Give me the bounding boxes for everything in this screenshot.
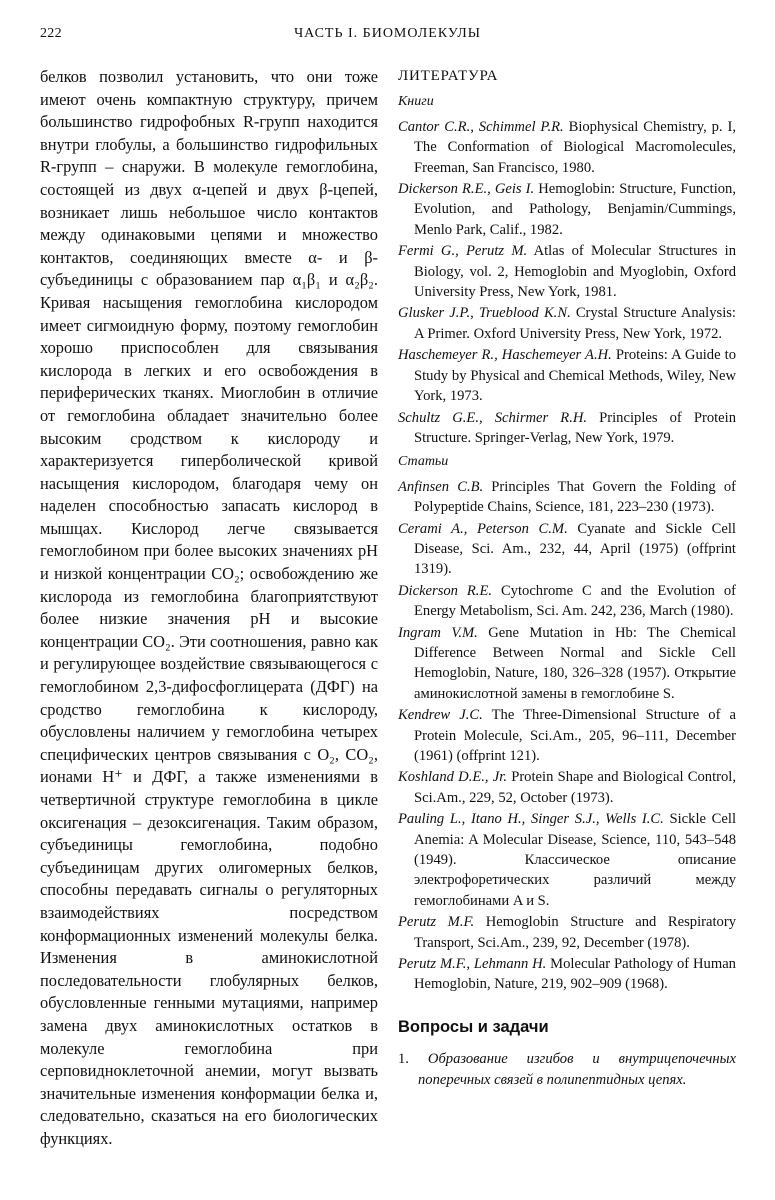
body-paragraph: белков позволил установить, что они тоже имеют очень компактную структуру, причем большинство гидрофобных R-групп находится внутри глобулы, а большинство гидрофильных R-групп – снаружи. В молекуле гемоглобина, состоящей из двух α-цепей и двух β-цепей, возникает лишь небольшое число контактов между одинаковыми цепями и множество контактов, соединяющих вместе α- и β-субъединицы с образованием пар α₁β₁ и α₂β₂. Кривая насыщения гемоглобина кислородом имеет сигмоидную форму, поэтому гемоглобин хорошо приспособлен для связывания кислорода в легких и его освобождения в периферических тканях. Миоглобин в отличие от гемоглобина обладает значительно более высоким сродством к кислороду и характеризуется гиперболической кривой насыщения кислородом, благодаря чему он наделен способностью запасать кислород в мышцах. Кислород легче связывается гемоглобином при более высоких значениях pH и низкой концентрации CO₂; освобождению же кислорода из гемоглобина благоприятствуют более низкие значения pH и высокие концентрации CO₂. Эти соотношения, равно как и регулирующее воздействие связывающегося с гемоглобином 2,3-дифосфоглицерата (ДФГ) на сродство гемоглобина к кислороду, обусловлены наличием у гемоглобина четырех специфических центров связывания с O₂, CO₂, ионами H⁺ и ДФГ, а также изменениями в четвертичной структуре гемоглобина в цикле оксигенация – дезоксигенация. Таким образом, субъединицы гемоглобина, подобно субъединицам других олигомерных белков, способны передавать сигналы о регуляторных взаимодействиях посредством конформационных изменений молекулы белка. Изменения в аминокислотной последовательности глобулярных белков, обусловленные генными мутациями, например замена двух аминокислотных остатков в молекуле гемоглобина при серповидноклеточной анемии, могут вызвать значительные изменения конформации белка и, следовательно, сказаться на его биологических функциях. — [40, 67, 378, 1148]
reference-authors: Glusker J.P., Trueblood K.N. — [398, 305, 571, 322]
reference-authors: Anfinsen C.B. — [398, 478, 484, 495]
reference-entry — [398, 767, 736, 808]
articles-heading: Статьи — [398, 454, 449, 470]
reference-entry — [398, 912, 736, 953]
reference-text: Hemoglobin Structure and Respiratory Transport, Sci.Am., 239, 92, December (1978). — [414, 914, 736, 951]
reference-authors: Pauling L., Itano H., Singer S.J., Wells I.C. — [398, 811, 664, 828]
page-number: 222 — [40, 26, 62, 41]
reference-entry — [398, 954, 736, 995]
question-number: 1. — [398, 1051, 409, 1068]
reference-authors: Dickerson R.E. — [398, 582, 493, 599]
reference-text: Protein Shape and Biological Control, Sci.Am., 229, 52, October (1973). — [414, 769, 736, 806]
reference-authors: Cerami A., Peterson C.M. — [398, 520, 568, 537]
reference-entry — [398, 303, 736, 344]
reference-entry — [398, 345, 736, 406]
reference-text: Cytochrome C and the Evolution of Energy Metabolism, Sci. Am. 242, 236, March (1980). — [414, 582, 736, 620]
running-title: ЧАСТЬ I. БИОМОЛЕКУЛЫ — [294, 26, 481, 41]
reference-entry — [398, 477, 736, 518]
reference-authors: Cantor C.R., Schimmel P.R. — [398, 118, 564, 135]
reference-text: Principles of Protein Structure. Springer-Verlag, New York, 1979. — [414, 409, 736, 446]
articles-list — [398, 477, 736, 995]
reference-text: Gene Mutation in Hb: The Chemical Difference Between Normal and Sickle Cell Hemoglobin, Nature, 180, 326–328 (1957). Открытие аминокислотной замены в гемоглобине S. — [414, 624, 737, 702]
reference-authors: Koshland D.E., Jr. — [398, 769, 507, 786]
references-column — [398, 66, 736, 1090]
reference-entry — [398, 408, 736, 449]
reference-authors: Ingram V.M. — [398, 624, 478, 641]
literature-heading: ЛИТЕРАТУРА — [398, 68, 499, 84]
reference-entry — [398, 581, 736, 622]
reference-entry — [398, 179, 736, 240]
reference-authors: Perutz M.F. — [398, 914, 475, 931]
reference-text: Crystal Structure Analysis: A Primer. Oxford University Press, New York, 1972. — [414, 305, 736, 342]
reference-text: Sickle Cell Anemia: A Molecular Disease, Science, 110, 543–548 (1949). Классическое описание электрофоретических различий между гемоглобинами A и S. — [414, 811, 736, 909]
reference-text: Biophysical Chemistry, p. I, The Conformation of Biological Macromolecules, Freeman, San Francisco, 1980. — [414, 118, 737, 176]
reference-text: Atlas of Molecular Structures in Biology, vol. 2, Hemoglobin and Myoglobin, Oxford University Press, New York, 1981. — [414, 243, 736, 301]
reference-text: Cyanate and Sickle Cell Disease, Sci. Am., 232, 44, April (1975) (offprint 1319). — [414, 520, 736, 578]
reference-text: Proteins: A Guide to Study by Physical and Chemical Methods, Wiley, New York, 1973. — [414, 347, 737, 405]
reference-entry — [398, 241, 736, 302]
books-list — [398, 117, 736, 449]
reference-text: Molecular Pathology of Human Hemoglobin, Nature, 219, 902–909 (1968). — [414, 956, 736, 993]
reference-authors: Kendrew J.C. — [398, 707, 483, 724]
reference-entry — [398, 519, 736, 580]
reference-entry — [398, 623, 736, 705]
questions-heading: Вопросы и задачи — [398, 1017, 549, 1036]
question-text: Образование изгибов и внутрицепочечных поперечных связей в полипептидных цепях. — [418, 1051, 736, 1088]
books-heading: Книги — [398, 94, 434, 110]
reference-text: Principles That Govern the Folding of Polypeptide Chains, Science, 181, 223–230 (1973). — [414, 478, 736, 516]
reference-entry — [398, 705, 736, 766]
reference-entry — [398, 117, 736, 178]
reference-authors: Fermi G., Perutz M. — [398, 243, 528, 260]
reference-text: The Three-Dimensional Structure of a Protein Molecule, Sci.Am., 205, 96–111, December (1961) (offprint 121). — [414, 707, 737, 764]
reference-entry — [398, 809, 736, 911]
questions-list — [398, 1049, 736, 1090]
reference-authors: Schultz G.E., Schirmer R.H. — [398, 409, 588, 426]
reference-authors: Dickerson R.E., Geis I. — [398, 181, 535, 198]
reference-authors: Haschemeyer R., Haschemeyer A.H. — [398, 347, 612, 364]
reference-authors: Perutz M.F., Lehmann H. — [398, 956, 547, 973]
reference-text: Hemoglobin: Structure, Function, Evolution, and Pathology, Benjamin/Cummings, Menlo Park, Calif., 1982. — [414, 181, 736, 238]
question-item — [398, 1049, 736, 1090]
body-column — [40, 66, 378, 1151]
